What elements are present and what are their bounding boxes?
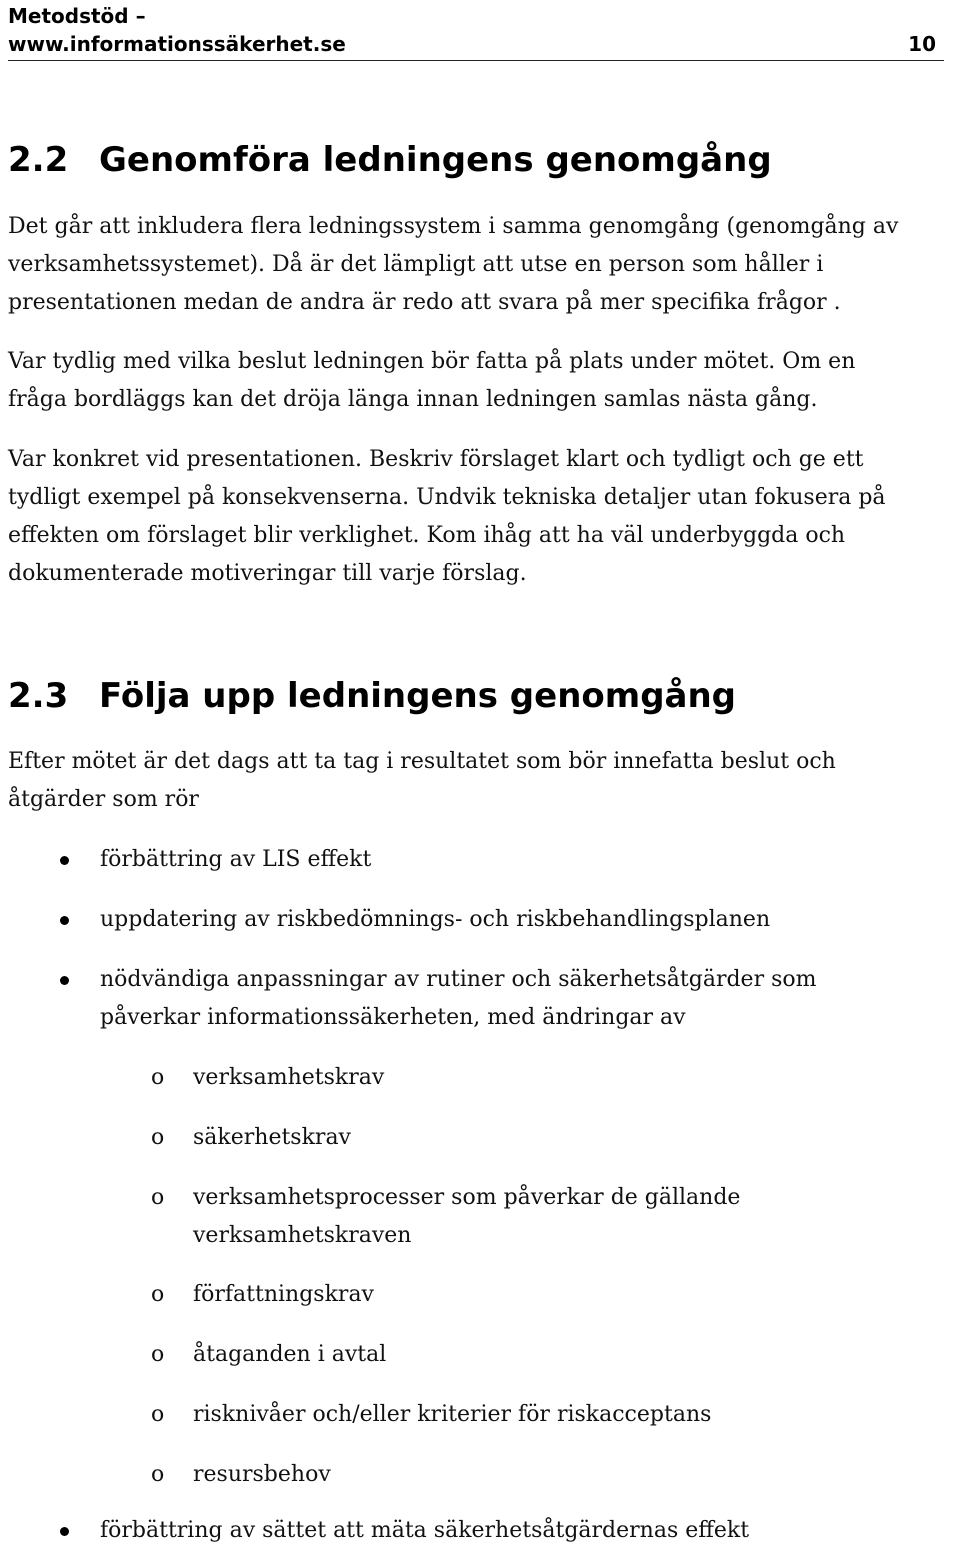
section-heading-2-2 <box>8 140 772 180</box>
circle-bullet-icon: o <box>151 1065 165 1090</box>
circle-bullet-icon: o <box>151 1402 165 1427</box>
page-number: 10 <box>908 32 936 56</box>
paragraph-line: effekten om förslaget blir verklighet. Kom ihåg att ha väl underbyggda och <box>8 523 846 548</box>
paragraph-line: Var konkret vid presentationen. Beskriv förslaget klart och tydligt och ge ett <box>8 447 864 472</box>
circle-bullet-icon: o <box>151 1125 165 1150</box>
paragraph-line: tydligt exempel på konsekvenserna. Undvik tekniska detaljer utan fokusera på <box>8 485 886 510</box>
paragraph-line: fråga bordläggs kan det dröja länga innan ledningen samlas nästa gång. <box>8 387 818 412</box>
circle-bullet-icon: o <box>151 1342 165 1367</box>
header-website: www.informationssäkerhet.se <box>8 32 346 56</box>
circle-bullet-icon: o <box>151 1185 165 1210</box>
bullet-icon <box>60 856 69 865</box>
paragraph-line: presentationen medan de andra är redo att svara på mer specifika frågor . <box>8 290 841 315</box>
paragraph-3 <box>8 441 956 593</box>
page-header <box>8 2 944 61</box>
bullet-icon <box>60 976 69 985</box>
bullet-icon <box>60 1527 69 1536</box>
paragraph-line: Det går att inkludera flera ledningssystem i samma genomgång (genomgång av <box>8 214 899 239</box>
paragraph-line: Efter mötet är det dags att ta tag i resultatet som bör innefatta beslut och <box>8 749 836 774</box>
bullet-icon <box>60 916 69 925</box>
paragraph-line: verksamhetssystemet). Då är det lämpligt att utse en person som håller i <box>8 252 824 277</box>
circle-bullet-icon: o <box>151 1462 165 1487</box>
section-number: 2.3 <box>8 676 69 716</box>
header-title: Metodstöd – <box>8 4 146 28</box>
paragraph-2 <box>8 343 956 419</box>
section-title: Följa upp ledningens genomgång <box>99 676 737 716</box>
document-page: Metodstöd – www.informationssäkerhet.se 10 2.2 Genomföra ledningens genomgång Det går att inkludera flera ledningssystem i samma genomgång (genomgång av verksamhetssystemet). Då är det lämpligt att utse en person som håller i presentationen medan de andra är redo att svara på mer specifika frågor . Var tydlig med vilka beslut ledningen bör fatta på plats under mötet. Om en fråga bordläggs kan det dröja länga innan ledningen samlas nästa gång. Var konkret vid presentationen. Beskriv förslaget klart och tydligt och ge ett tydligt exempel på konsekvenserna. Undvik tekniska detaljer utan fokusera på effekten om förslaget blir verklighet. Kom ihåg att ha väl underbyggda och dokumenterade motiveringar till varje förslag. 2.3 Följa upp ledningens genomgång Efter mötet är det dags att ta tag i resultatet som bör innefatta beslut och åtgärder som rör förbättring av LIS effekt uppdatering av riskbedömnings- och riskbehandlingsplanen nödvändiga anpassningar av rutiner och säkerhetsåtgärder som påverkar informationssäkerheten, med ändringar av o verksamhetskrav o säkerhetskrav o verksamhetsprocesser som påverkar de gällande verksamhetskraven o författningskrav o åtaganden i avtal o risknivåer och/eller kriterier för riskacceptans o resursbehov förbättring av sättet att mäta säkerhetsåtgärdernas effekt <box>0 0 960 1550</box>
section-number: 2.2 <box>8 140 69 180</box>
paragraph-1 <box>8 208 956 322</box>
paragraph-line: Var tydlig med vilka beslut ledningen bör fatta på plats under mötet. Om en <box>8 349 856 374</box>
section-heading-2-3 <box>8 676 736 716</box>
paragraph-line: åtgärder som rör <box>8 787 199 812</box>
paragraph-line: dokumenterade motiveringar till varje förslag. <box>8 561 527 586</box>
circle-bullet-icon: o <box>151 1282 165 1307</box>
section-title: Genomföra ledningens genomgång <box>99 140 772 180</box>
intro-paragraph <box>8 743 956 819</box>
